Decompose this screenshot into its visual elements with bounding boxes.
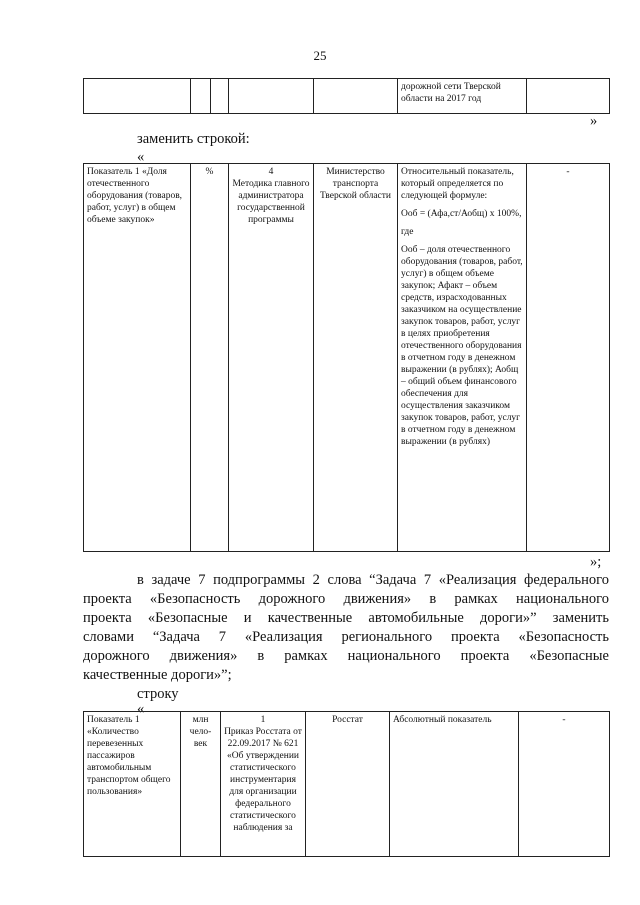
closing-quote: » [590,113,598,129]
source-cell: Министерство транспорта Тверской области [314,164,398,552]
method-cell [229,164,314,552]
table-cell: дорожной сети Тверской области на 2017 год [398,79,527,114]
indicator-name: Показатель 1 «Количество перевезенных пассажиров автомобильным транспортом общего пользования» [84,712,181,857]
indicator-name: Показатель 1 «Доля отечественного оборудования (товаров, работ, услуг) в общем объеме закупок» [84,164,191,552]
replace-instruction: заменить строкой: [137,131,250,147]
paragraph-line: качественные дороги»”; [83,667,232,683]
formula-where: где [401,227,414,237]
dash-cell: - [527,164,610,552]
page-number: 25 [313,48,327,63]
paragraph-line: проекта «Безопасные и качественные автомобильные дороги»” заменить [83,610,609,626]
formula-definitions: Ооб – доля отечественного оборудования (товаров, работ, услуг) в общем объеме закупок; Афакт – объем средств, израсходованных заказчиком на осуществление закупок товаров, работ, услуг в целях приобретения отечественного оборудования в отчетном году в денежном выражении (в рублях); Аобщ – общий объем финансового обеспечения для осуществления заказчиком закупок товаров, работ, услуг в отчетном году в денежном выражении (в рублях) [401,245,523,447]
paragraph-line: проекта «Безопасность дорожного движения» в рамках национального [83,591,609,607]
formula-cell: Абсолютный показатель [390,712,519,857]
closing-quote: »; [590,554,602,570]
source-cell: Росстат [306,712,390,857]
method-number: 1 [260,715,266,725]
formula-cell [398,164,527,552]
unit-cell: млн чело-век [181,712,221,857]
unit-cell: % [191,164,229,552]
paragraph-line: в задаче 7 подпрограммы 2 слова “Задача 7 «Реализация федерального [137,572,609,588]
method-text: Методика главного администратора государственной программы [232,179,310,225]
table-top-fragment [83,78,610,114]
body-paragraph [137,571,609,590]
method-number: 4 [268,167,274,177]
body-paragraph-cont [83,590,609,685]
indicator-table-bottom [83,711,610,857]
formula: Ооб = (Афа,ст/Аобщ) х 100%, [401,209,522,219]
row-instruction: строку [137,686,179,702]
formula-intro: Относительный показатель, который определяется по следующей формуле: [401,167,514,201]
paragraph-line: словами “Задача 7 «Реализация регионального проекта «Безопасность [83,629,609,645]
indicator-table [83,163,610,552]
dash-cell: - [519,712,610,857]
method-text: Приказ Росстата от 22.09.2017 № 621 «Об утверждении статистического инструментария для организации федерального статистического наблюдения за [224,727,302,833]
opening-quote: « [137,701,145,717]
method-cell [221,712,306,857]
paragraph-line: дорожного движения» в рамках национального проекта «Безопасные [83,648,609,664]
opening-quote: « [137,149,145,165]
